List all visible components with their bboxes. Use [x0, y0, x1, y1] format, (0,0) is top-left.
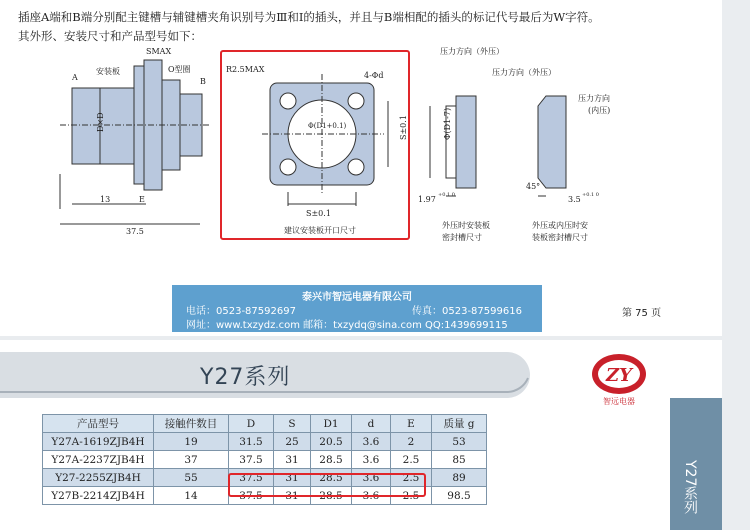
cell-s: 31 — [274, 451, 311, 469]
cell-model: Y27-2255ZJB4H — [43, 469, 154, 487]
series-title: Y27系列 — [200, 365, 291, 390]
phone-text: 电话：0523-87592697 — [186, 306, 296, 317]
dim-37-5-label: 37.5 — [126, 227, 144, 236]
mount-plate-label: 安装板 — [96, 67, 120, 76]
cell-d1: 28.5 — [311, 487, 352, 505]
cell-small-d: 3.6 — [352, 487, 391, 505]
dxd-label: D×D — [96, 112, 105, 132]
cutout-caption: 建议安装板开口尺寸 — [284, 226, 356, 235]
cell-model: Y27B-2214ZJB4H — [43, 487, 154, 505]
col-d: D — [229, 415, 274, 433]
web-text: 网址：www.txzydz.com 邮箱：txzydq@sina.com QQ:1439699115 — [186, 320, 508, 331]
cell-d: 37.5 — [229, 487, 274, 505]
cell-e: 2.5 — [391, 487, 432, 505]
phi-d1-label: Φ(D1+0.1) — [308, 122, 347, 130]
cell-e: 2 — [391, 433, 432, 451]
cell-s: 31 — [274, 469, 311, 487]
intro-line-1: 插座A端和B端分别配主键槽与辅键槽夹角识别号为Ⅲ和Ⅰ的插头，并且与B端相配的插头的标记代号最后为W字符。 — [18, 10, 600, 24]
connector-side-view — [60, 47, 210, 236]
cell-e: 2.5 — [391, 469, 432, 487]
intro-line-2: 其外形、安装尺寸和产品型号如下： — [18, 29, 202, 43]
col-contacts: 接触件数目 — [154, 415, 229, 433]
s-horizontal-label: S±0.1 — [306, 209, 331, 218]
cell-contacts: 19 — [154, 433, 229, 451]
dim-197-label: 1.97 — [418, 195, 436, 204]
caption-internal-b: 装板密封槽尺寸 — [532, 233, 588, 242]
cell-e: 2.5 — [391, 451, 432, 469]
cell-mass: 53 — [432, 433, 487, 451]
cell-model: Y27A-1619ZJB4H — [43, 433, 154, 451]
cell-contacts: 55 — [154, 469, 229, 487]
caption-internal-a: 外压或内压时安 — [532, 221, 588, 230]
viewer-scroll-gutter — [722, 0, 750, 530]
table-header-row — [43, 415, 487, 433]
cell-s: 25 — [274, 433, 311, 451]
logo-mark: ZY — [606, 365, 632, 386]
tol-35-label: +0.1 0 — [582, 192, 599, 198]
series-side-label: Y27系列 — [682, 460, 698, 515]
page-number: 第 75 页 — [622, 308, 662, 319]
col-small-d: d — [352, 415, 391, 433]
cell-small-d: 3.6 — [352, 433, 391, 451]
cell-d: 37.5 — [229, 451, 274, 469]
holes-label: 4-Φd — [364, 71, 384, 80]
dim-13-label: 13 — [100, 195, 111, 204]
col-model: 产品型号 — [43, 415, 154, 433]
cutout-highlight-box — [220, 50, 410, 240]
e-dim-label: E — [139, 195, 145, 204]
radius-label: R2.5MAX — [226, 65, 265, 74]
cell-d: 37.5 — [229, 469, 274, 487]
cell-mass: 85 — [432, 451, 487, 469]
pressure-label-3: 压力方向 — [578, 94, 610, 103]
pressure-label-2: 压力方向（外压） — [492, 68, 556, 77]
seal-groove-sections — [418, 46, 610, 242]
s-vertical-label: S±0.1 — [399, 115, 408, 140]
col-e: E — [391, 415, 432, 433]
table-row — [43, 451, 487, 469]
cell-d1: 28.5 — [311, 451, 352, 469]
a-end-label: A — [72, 73, 78, 82]
cell-d: 31.5 — [229, 433, 274, 451]
cell-model: Y27A-2237ZJB4H — [43, 451, 154, 469]
pressure-label-3b: (内压) — [588, 106, 611, 115]
intro-text — [18, 8, 718, 46]
logo-caption: 智远电器 — [603, 397, 635, 406]
cell-s: 31 — [274, 487, 311, 505]
smax-label: SMAX — [146, 47, 172, 56]
angle-label: 45° — [526, 182, 541, 191]
phi-d1-7-label: Φ(D1-7) — [443, 107, 452, 140]
oring-label: O型圈 — [168, 65, 191, 74]
fax-text: 传真：0523-87599616 — [412, 306, 522, 317]
caption-external-a: 外压时安装板 — [442, 221, 490, 230]
pressure-label-1: 压力方向（外压） — [440, 47, 504, 56]
cell-small-d: 3.6 — [352, 469, 391, 487]
cell-contacts: 37 — [154, 451, 229, 469]
cell-contacts: 14 — [154, 487, 229, 505]
col-mass: 质量 g — [432, 415, 487, 433]
cell-d1: 20.5 — [311, 433, 352, 451]
row-highlight-box — [228, 473, 426, 497]
dim-35-label: 3.5 — [568, 195, 581, 204]
cell-d1: 28.5 — [311, 469, 352, 487]
brand-logo — [590, 351, 648, 397]
col-s: S — [274, 415, 311, 433]
table-row — [43, 433, 487, 451]
company-footer — [172, 285, 542, 332]
tol-197-label: +0.1 0 — [438, 192, 455, 198]
cell-mass: 98.5 — [432, 487, 487, 505]
cell-mass: 89 — [432, 469, 487, 487]
caption-external-b: 密封槽尺寸 — [442, 233, 482, 242]
cell-small-d: 3.6 — [352, 451, 391, 469]
b-end-label: B — [200, 77, 206, 86]
company-name: 泰兴市智远电器有限公司 — [302, 292, 412, 303]
col-d1: D1 — [311, 415, 352, 433]
